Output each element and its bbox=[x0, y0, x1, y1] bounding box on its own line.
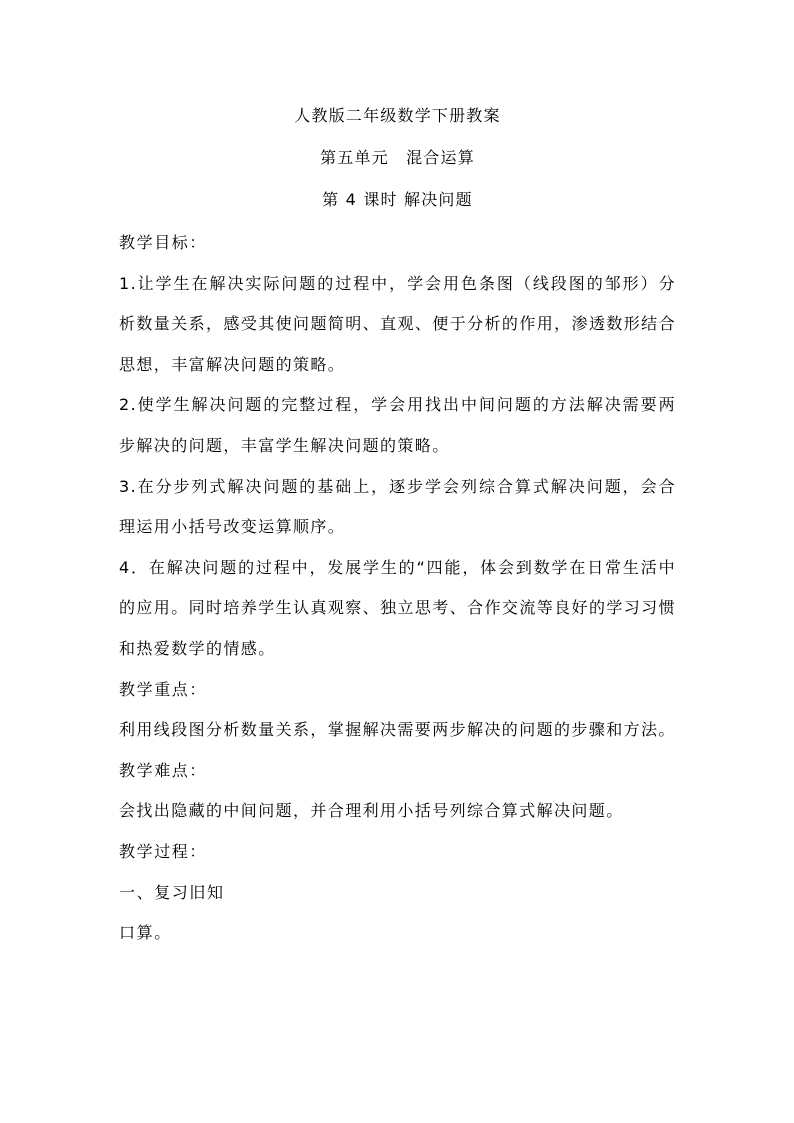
objectives-label: 教学目标： bbox=[119, 233, 208, 252]
process-label: 教学过程： bbox=[119, 841, 208, 861]
document-body bbox=[119, 223, 676, 954]
lesson-heading: 第 4 课时 解决问题 bbox=[322, 190, 473, 209]
difficulties-label: 教学难点： bbox=[119, 760, 208, 780]
key-points-label: 教学重点： bbox=[119, 679, 208, 699]
objective-item-1: 1.让学生在解决实际问题的过程中，学会用色条图（线段图的邹形）分析数量关系，感受其使问题简明、直观、便于分析的作用，渗透数形结合思想，丰富解决问题的策略。 bbox=[119, 273, 676, 374]
objective-item-2: 2.使学生解决问题的完整过程，学会用找出中间问题的方法解决需要两步解决的问题，丰富学生解决问题的策略。 bbox=[119, 395, 676, 455]
key-points-text: 利用线段图分析数量关系，掌握解决需要两步解决的问题的步骤和方法。 bbox=[119, 720, 676, 740]
unit-heading: 第五单元 混合运算 bbox=[320, 148, 475, 167]
section-one-heading: 一、复习旧知 bbox=[119, 882, 225, 902]
document-title: 人教版二年级数学下册教案 bbox=[294, 106, 501, 125]
oral-calc-text: 口算。 bbox=[119, 923, 172, 943]
difficulties-text: 会找出隐藏的中间问题，并合理利用小括号列综合算式解决问题。 bbox=[119, 801, 624, 821]
objective-item-3: 3.在分步列式解决问题的基础上，逐步学会列综合算式解决问题，会合理运用小括号改变运算顺序。 bbox=[119, 476, 676, 537]
objective-item-4: 4．在解决问题的过程中，发展学生的“四能，体会到数学在日常生活中的应用。同时培养学生认真观察、独立思考、合作交流等良好的学习习惯和热爱数学的情感。 bbox=[119, 557, 676, 658]
